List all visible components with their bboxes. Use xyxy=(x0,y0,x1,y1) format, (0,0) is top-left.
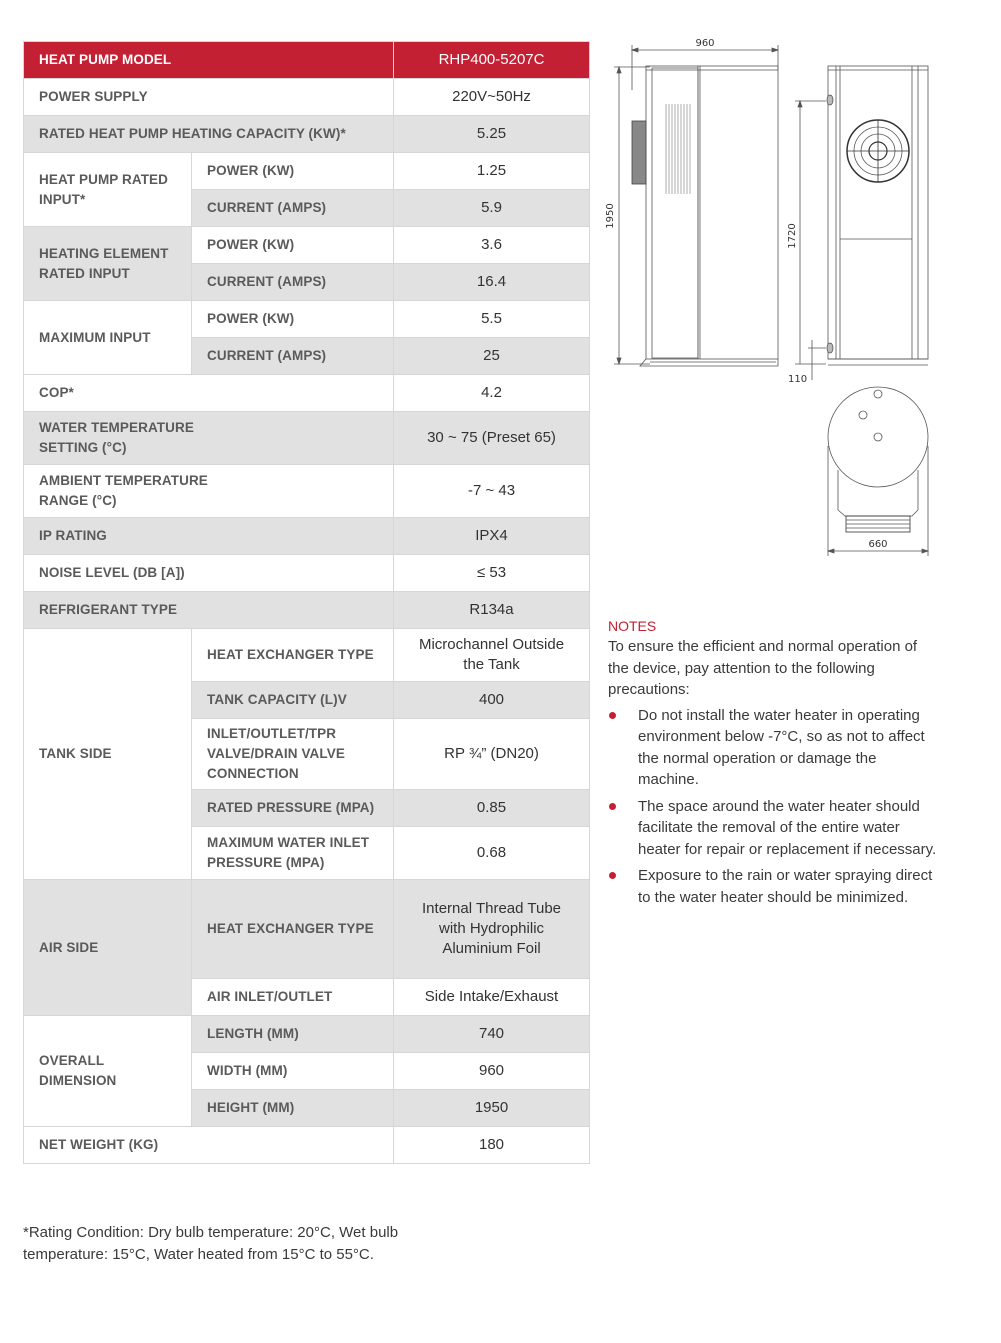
connection-label: INLET/OUTLET/TPR VALVE/DRAIN VALVE CONNECTION xyxy=(192,719,394,790)
table-row xyxy=(24,79,590,116)
table-row xyxy=(24,412,590,465)
max-current-label: CURRENT (AMPS) xyxy=(192,338,394,375)
ip-rating-value: IPX4 xyxy=(394,518,590,555)
water-temp-value: 30 ~ 75 (Preset 65) xyxy=(394,412,590,465)
bullet-icon xyxy=(609,712,616,719)
dim-width-label: 960 xyxy=(695,38,715,49)
table-header-row xyxy=(24,42,590,79)
he-rated-input-label: HEATING ELEMENT RATED INPUT xyxy=(24,227,192,301)
spec-table xyxy=(23,41,590,1164)
notes-list xyxy=(608,705,938,909)
air-hx-label: HEAT EXCHANGER TYPE xyxy=(192,880,394,979)
hp-rated-input-label: HEAT PUMP RATED INPUT* xyxy=(24,153,192,227)
max-inlet-pressure-label: MAXIMUM WATER INLET PRESSURE (MPA) xyxy=(192,827,394,880)
max-input-label: MAXIMUM INPUT xyxy=(24,301,192,375)
table-row xyxy=(24,1016,590,1053)
table-row xyxy=(24,518,590,555)
tank-side-label: TANK SIDE xyxy=(24,629,192,880)
ip-rating-label: IP RATING xyxy=(24,518,394,555)
dimension-drawing xyxy=(600,30,950,570)
table-row xyxy=(24,375,590,412)
list-item: Do not install the water heater in operating environment below -7°C, so as not to affect the normal operation or damage the machine. xyxy=(608,705,938,791)
dim-height-label: 1950 xyxy=(605,203,616,229)
air-side-label: AIR SIDE xyxy=(24,880,192,1016)
dim-depth-label: 660 xyxy=(868,539,888,550)
ambient-temp-label: AMBIENT TEMPERATURE RANGE (°C) xyxy=(24,465,394,518)
max-current-value: 25 xyxy=(394,338,590,375)
refrigerant-value: R134a xyxy=(394,592,590,629)
refrigerant-label: REFRIGERANT TYPE xyxy=(24,592,394,629)
ambient-temp-value: -7 ~ 43 xyxy=(394,465,590,518)
he-power-label: POWER (KW) xyxy=(192,227,394,264)
list-item: The space around the water heater should facilitate the removal of the entire water heater for repair or replacement if necessary. xyxy=(608,796,938,861)
bullet-icon xyxy=(609,872,616,879)
max-inlet-pressure-value: 0.68 xyxy=(394,827,590,880)
hp-current-label: CURRENT (AMPS) xyxy=(192,190,394,227)
table-row xyxy=(24,629,590,682)
water-temp-label: WATER TEMPERATURE SETTING (°C) xyxy=(24,412,394,465)
noise-value: ≤ 53 xyxy=(394,555,590,592)
notes-title: NOTES xyxy=(608,618,657,634)
he-current-value: 16.4 xyxy=(394,264,590,301)
table-row xyxy=(24,1127,590,1164)
he-current-label: CURRENT (AMPS) xyxy=(192,264,394,301)
width-label: WIDTH (MM) xyxy=(192,1053,394,1090)
table-row xyxy=(24,227,590,264)
model-label: HEAT PUMP MODEL xyxy=(24,42,394,79)
tank-capacity-label: TANK CAPACITY (L)V xyxy=(192,682,394,719)
tank-capacity-value: 400 xyxy=(394,682,590,719)
top-view-drawing xyxy=(828,387,928,556)
max-power-value: 5.5 xyxy=(394,301,590,338)
notes-intro: To ensure the efficient and normal operation of the device, pay attention to the following precautions: xyxy=(608,638,918,698)
rear-view-drawing xyxy=(795,66,928,380)
rated-pressure-value: 0.85 xyxy=(394,790,590,827)
dimension-label: OVERALL DIMENSION xyxy=(24,1016,192,1127)
air-inlet-outlet-value: Side Intake/Exhaust xyxy=(394,979,590,1016)
table-row xyxy=(24,880,590,979)
cop-value: 4.2 xyxy=(394,375,590,412)
model-value: RHP400-5207C xyxy=(394,42,590,79)
power-supply-value: 220V~50Hz xyxy=(394,79,590,116)
length-label: LENGTH (MM) xyxy=(192,1016,394,1053)
he-power-value: 3.6 xyxy=(394,227,590,264)
length-value: 740 xyxy=(394,1016,590,1053)
height-value: 1950 xyxy=(394,1090,590,1127)
noise-label: NOISE LEVEL (DB [A]) xyxy=(24,555,394,592)
bullet-icon xyxy=(609,803,616,810)
list-item: Exposure to the rain or water spraying direct to the water heater should be minimized. xyxy=(608,865,938,908)
width-value: 960 xyxy=(394,1053,590,1090)
notes-section xyxy=(608,616,938,913)
max-power-label: POWER (KW) xyxy=(192,301,394,338)
table-row xyxy=(24,301,590,338)
table-row xyxy=(24,153,590,190)
connection-value: RP ¾” (DN20) xyxy=(394,719,590,790)
table-row xyxy=(24,592,590,629)
dim-base-label: 110 xyxy=(788,374,808,385)
net-weight-label: NET WEIGHT (KG) xyxy=(24,1127,394,1164)
hp-power-value: 1.25 xyxy=(394,153,590,190)
rating-condition-footnote: *Rating Condition: Dry bulb temperature: 20°C, Wet bulb temperature: 15°C, Water heated from 15°C to 55°C. xyxy=(23,1224,399,1263)
tank-hx-value: Microchannel Outside the Tank xyxy=(394,629,590,682)
tank-hx-label: HEAT EXCHANGER TYPE xyxy=(192,629,394,682)
hp-power-label: POWER (KW) xyxy=(192,153,394,190)
net-weight-value: 180 xyxy=(394,1127,590,1164)
rated-capacity-label: RATED HEAT PUMP HEATING CAPACITY (KW)* xyxy=(24,116,394,153)
rated-capacity-value: 5.25 xyxy=(394,116,590,153)
air-inlet-outlet-label: AIR INLET/OUTLET xyxy=(192,979,394,1016)
table-row xyxy=(24,555,590,592)
cop-label: COP* xyxy=(24,375,394,412)
power-supply-label: POWER SUPPLY xyxy=(24,79,394,116)
table-row xyxy=(24,465,590,518)
air-hx-value: Internal Thread Tube with Hydrophilic Aluminium Foil xyxy=(394,880,590,979)
dim-inlet-height-label: 1720 xyxy=(787,223,798,249)
rated-pressure-label: RATED PRESSURE (MPA) xyxy=(192,790,394,827)
side-view-drawing xyxy=(614,45,778,366)
height-label: HEIGHT (MM) xyxy=(192,1090,394,1127)
table-row xyxy=(24,116,590,153)
hp-current-value: 5.9 xyxy=(394,190,590,227)
